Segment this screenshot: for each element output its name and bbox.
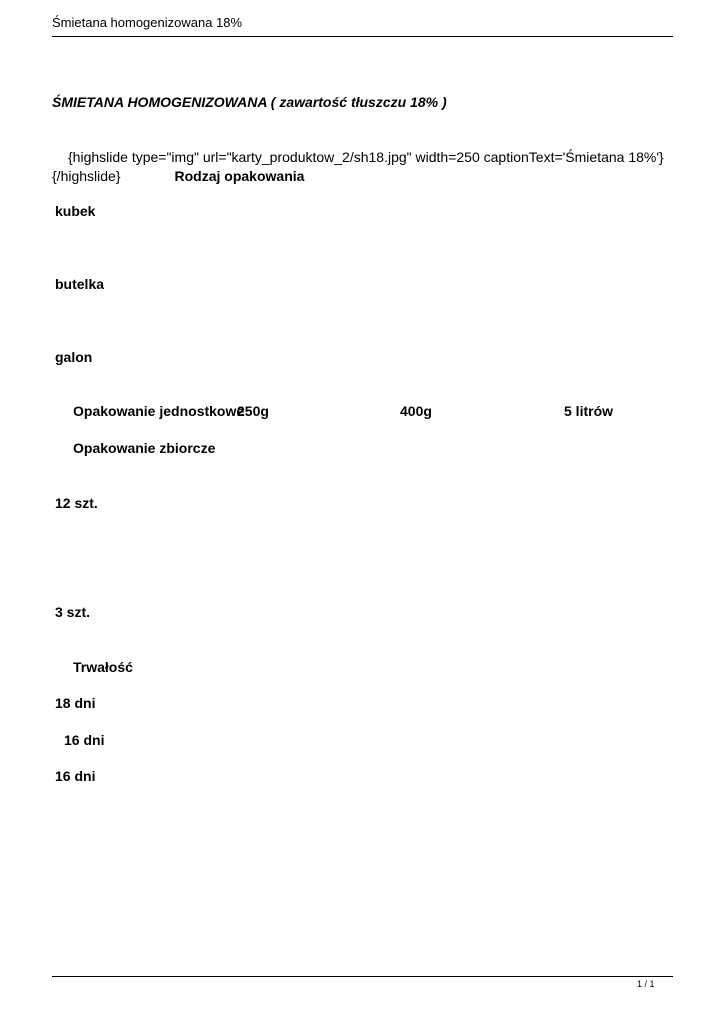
- page-indicator: 1 / 1: [637, 979, 655, 989]
- shelf-life-bottle: 16 dni: [64, 732, 105, 748]
- bulk-count-gallon: 3 szt.: [55, 604, 91, 620]
- footer-divider: [52, 976, 673, 977]
- page-header-title: Śmietana homogenizowana 18%: [52, 15, 243, 30]
- unit-size-gallon: 5 litrów: [564, 403, 614, 419]
- image-shortcode-paragraph: [52, 148, 672, 186]
- packaging-type-bottle: butelka: [55, 276, 105, 292]
- highslide-shortcode-text: {highslide type="img" url="karty_produktow_2/sh18.jpg" width=250 captionText='Śmietana 18%'}{/highslide}: [52, 149, 664, 184]
- product-heading: ŚMIETANA HOMOGENIZOWANA ( zawartość tłuszczu 18% ): [52, 94, 447, 110]
- packaging-type-cup: kubek: [55, 203, 96, 219]
- unit-size-bottle: 400g: [400, 403, 432, 419]
- bulk-packaging-label: Opakowanie zbiorcze: [73, 440, 216, 456]
- bulk-count-cup: 12 szt.: [55, 495, 98, 511]
- shelf-life-label: Trwałość: [73, 659, 133, 675]
- packaging-type-label: Rodzaj opakowania: [174, 168, 305, 184]
- header-divider: [52, 36, 673, 37]
- shelf-life-gallon: 16 dni: [55, 768, 96, 784]
- unit-packaging-label: Opakowanie jednostkowe: [73, 403, 245, 419]
- shelf-life-cup: 18 dni: [55, 695, 96, 711]
- packaging-type-gallon: galon: [55, 349, 93, 365]
- unit-size-cup: 250g: [237, 403, 269, 419]
